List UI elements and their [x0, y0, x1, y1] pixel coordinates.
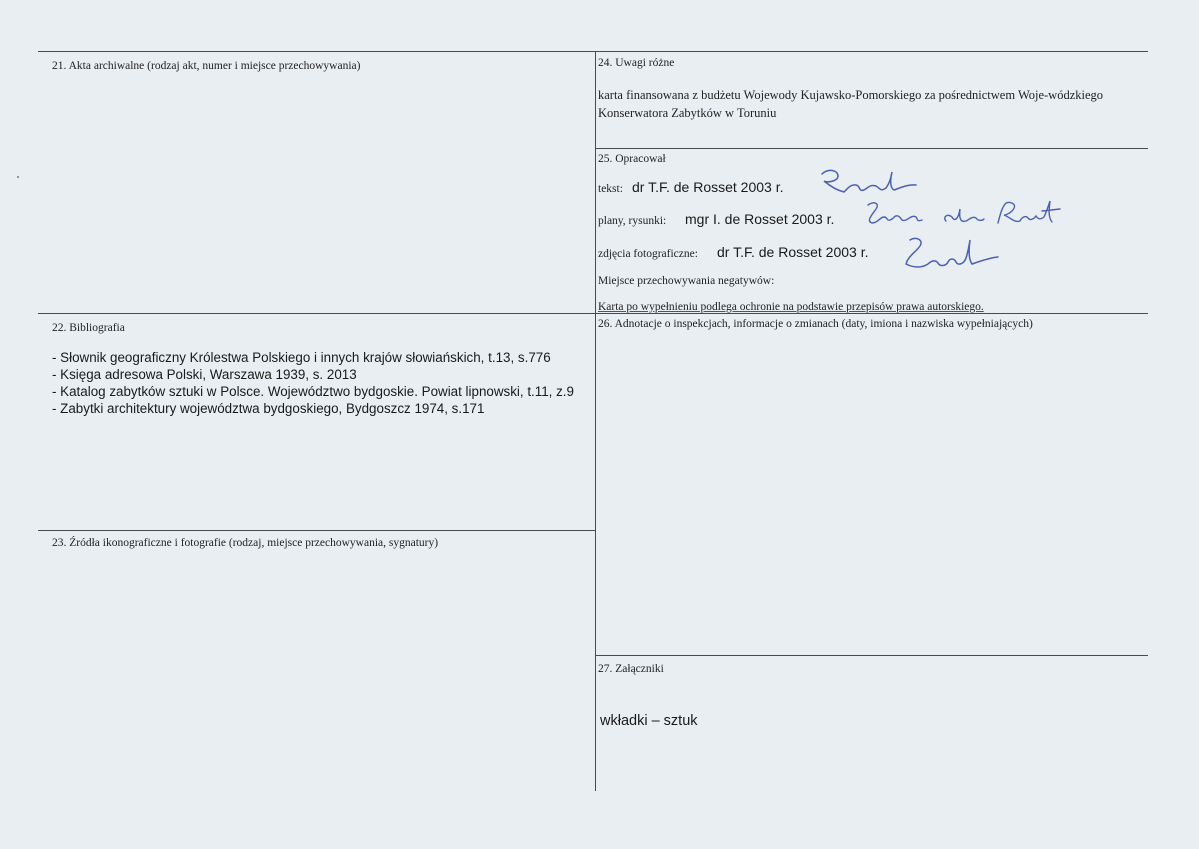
section-26-header: 26. Adnotacje o inspekcjach, informacje o zmianach (daty, imiona i nazwiska wypełniających)	[598, 318, 1033, 330]
bibliography-list	[52, 349, 592, 417]
bibliography-item: - Zabytki architektury województwa bydgoskiego, Bydgoszcz 1974, s.171	[52, 401, 485, 416]
negatywy-label: Miejsce przechowywania negatywów:	[598, 275, 775, 287]
zdjecia-label: zdjęcia fotograficzne:	[598, 248, 698, 260]
rule-25	[595, 148, 1148, 149]
section-24-header: 24. Uwagi różne	[598, 57, 675, 69]
bibliography-item: - Słownik geograficzny Królestwa Polskiego i innych krajów słowiańskich, t.13, s.776	[52, 350, 551, 365]
top-rule	[38, 51, 1148, 52]
rule-22-26	[38, 313, 1148, 314]
signature-zdjecia	[902, 234, 1002, 272]
bibliography-item: - Katalog zabytków sztuki w Polsce. Województwo bydgoskie. Powiat lipnowski, t.11, z.9	[52, 384, 574, 399]
rule-27	[595, 655, 1148, 656]
signature-plany	[862, 197, 1062, 229]
plany-label: plany, rysunki:	[598, 215, 667, 227]
section-23-header: 23. Źródła ikonograficzne i fotografie (rodzaj, miejsce przechowywania, sygnatury)	[52, 537, 439, 549]
copyright-note: Karta po wypełnieniu podlega ochronie na podstawie przepisów prawa autorskiego.	[598, 301, 984, 313]
tekst-value: dr T.F. de Rosset 2003 r.	[632, 179, 784, 195]
plany-value: mgr I. de Rosset 2003 r.	[685, 211, 835, 227]
rule-23	[38, 530, 595, 531]
signature-tekst	[818, 166, 918, 198]
section-27-header: 27. Załączniki	[598, 663, 664, 675]
bibliography-item: - Księga adresowa Polski, Warszawa 1939, s. 2013	[52, 367, 357, 382]
section-25-header: 25. Opracował	[598, 153, 666, 165]
attachments-text: wkładki – sztuk	[600, 713, 698, 729]
speck	[17, 176, 19, 178]
center-divider	[595, 51, 596, 791]
section-21-header: 21. Akta archiwalne (rodzaj akt, numer i miejsce przechowywania)	[52, 60, 361, 72]
tekst-label: tekst:	[598, 183, 623, 195]
section-24-text: karta finansowana z budżetu Wojewody Kujawsko-Pomorskiego za pośrednictwem Woje-wódzkiego Konserwatora Zabytków w Toruniu	[598, 88, 1104, 120]
zdjecia-value: dr T.F. de Rosset 2003 r.	[717, 244, 869, 260]
section-22-header: 22. Bibliografia	[52, 322, 125, 334]
